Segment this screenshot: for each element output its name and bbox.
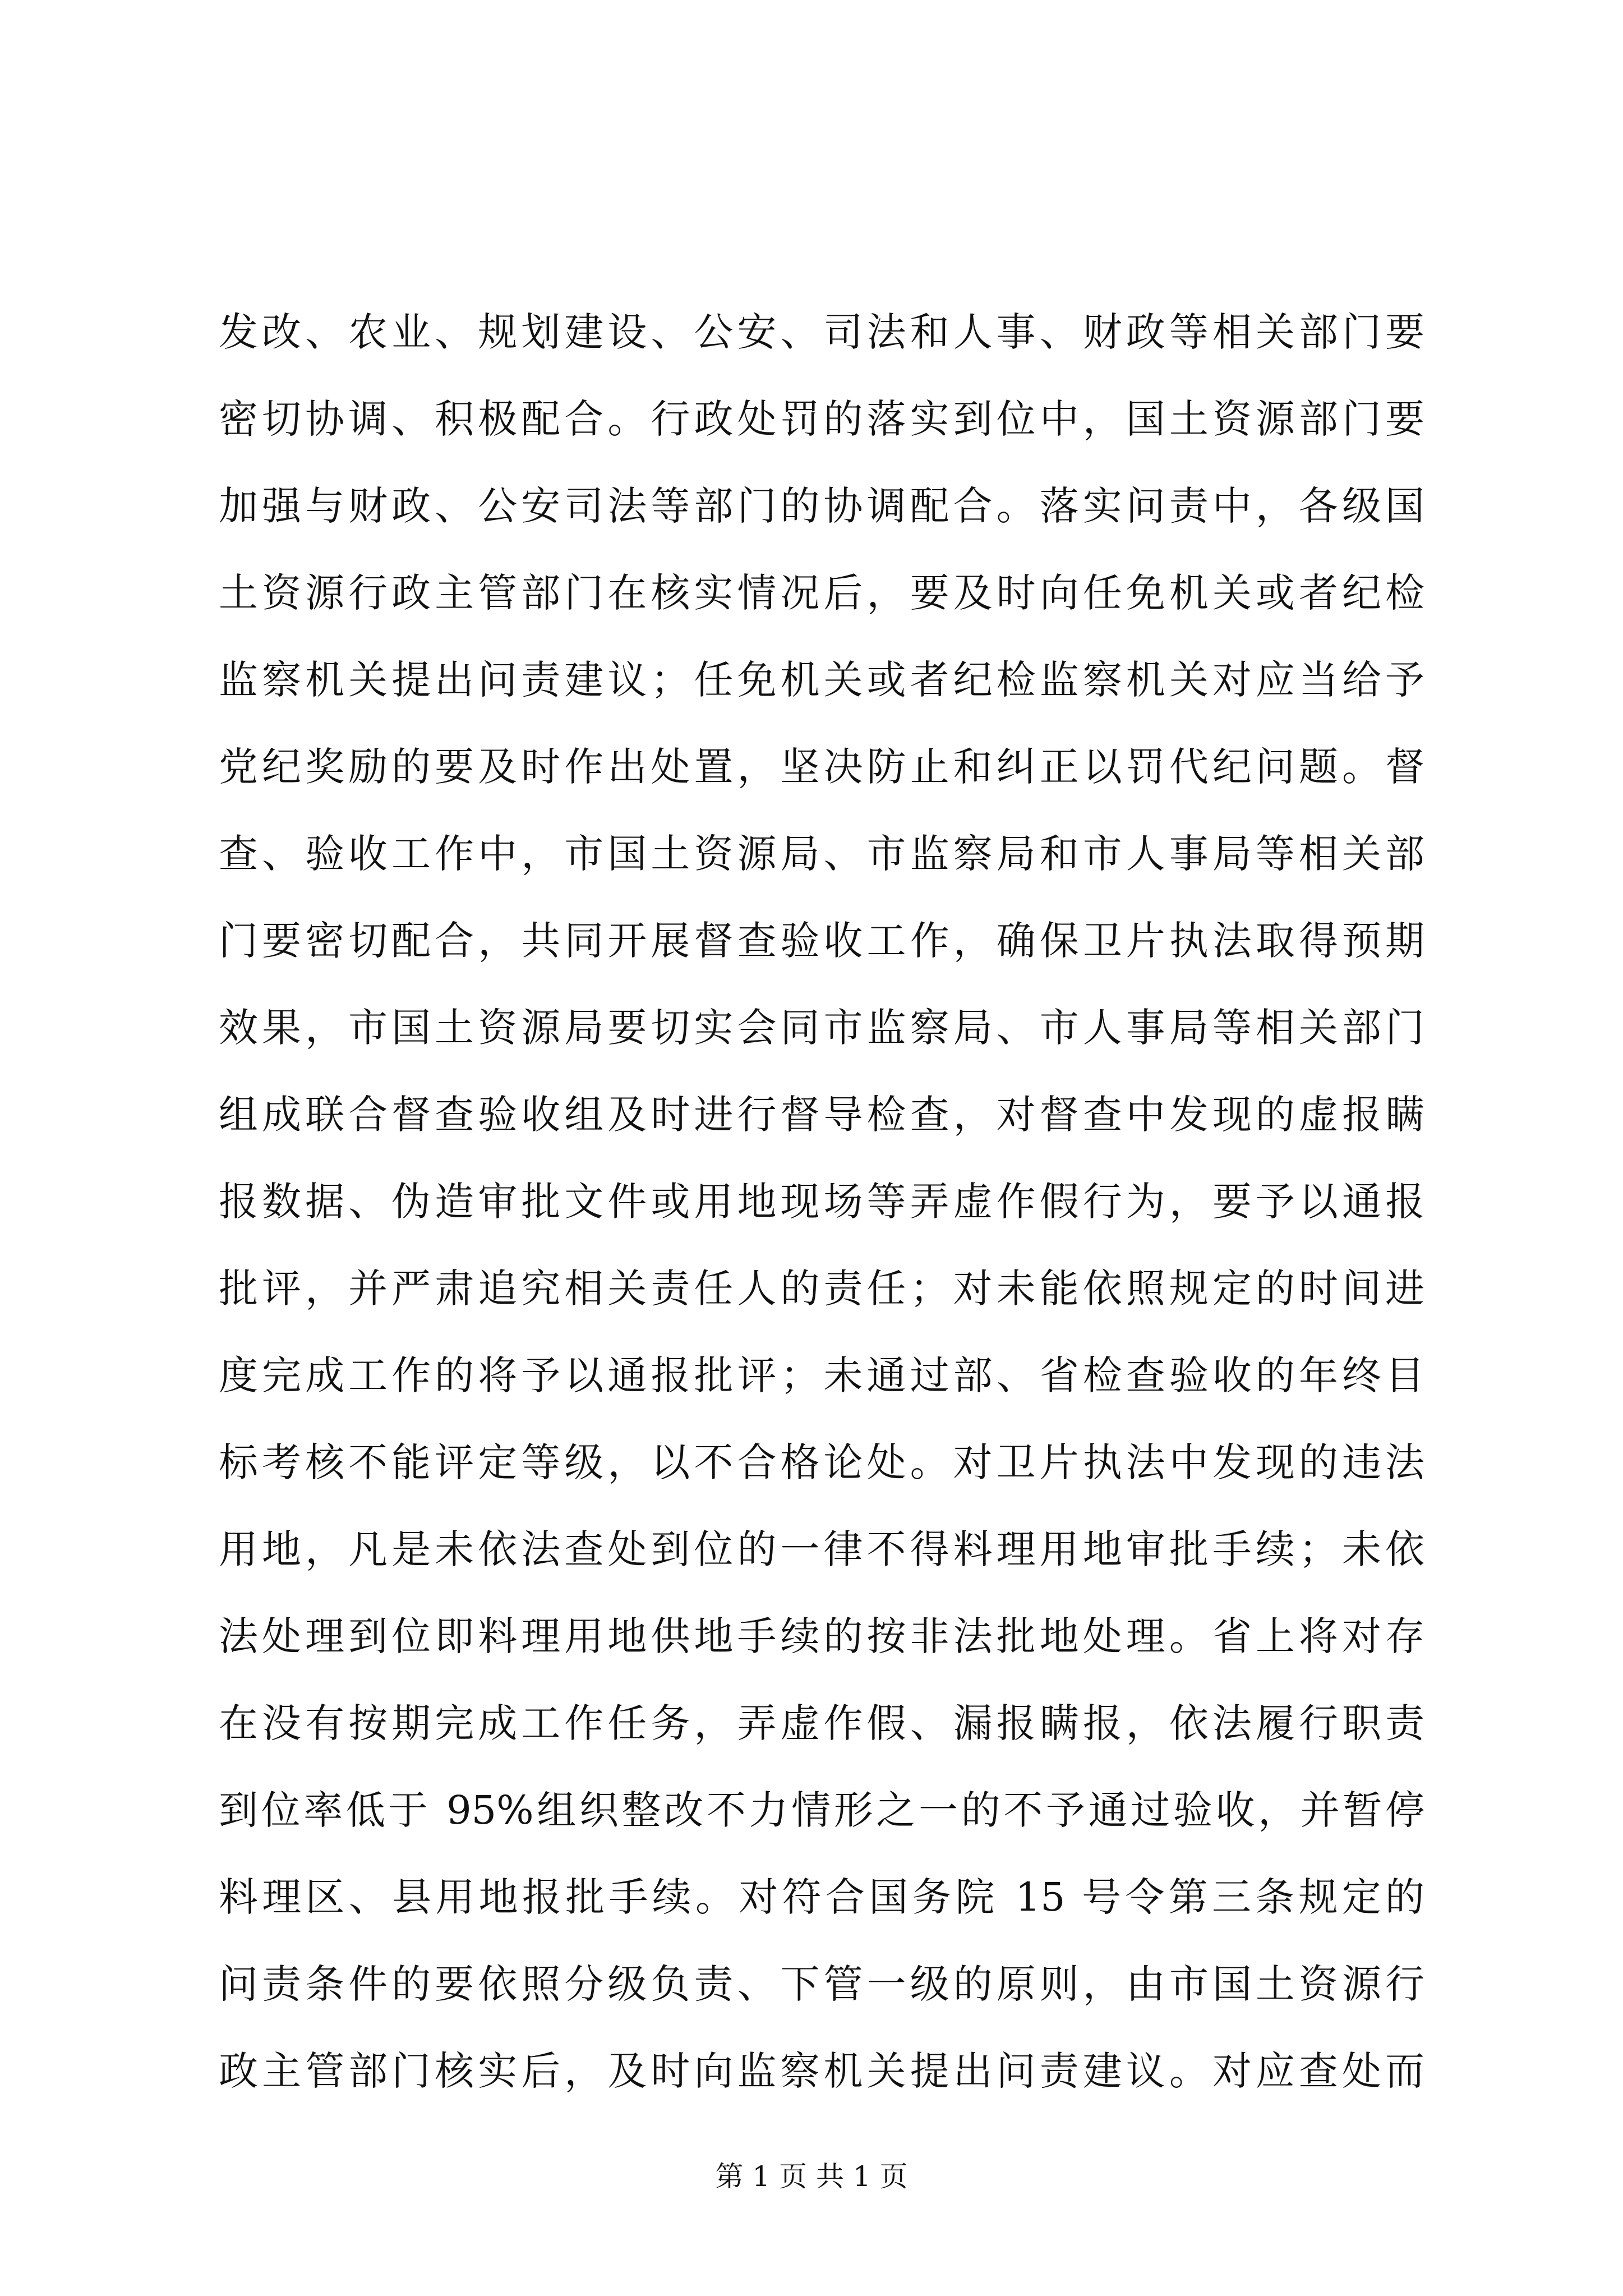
text-line: 到位率低于 95%组织整改不力情形之一的不予通过验收，并暂停: [219, 1787, 1424, 1833]
text-line: 党纪奖励的要及时作出处置，坚决防止和纠正以罚代纪问题。督: [219, 744, 1424, 790]
text-line: 加强与财政、公安司法等部门的协调配合。落实问责中，各级国: [219, 483, 1424, 529]
text-line: 监察机关提出问责建议；任免机关或者纪检监察机关对应当给予: [219, 657, 1424, 703]
text-line: 土资源行政主管部门在核实情况后，要及时向任免机关或者纪检: [219, 570, 1424, 616]
text-line: 报数据、伪造审批文件或用地现场等弄虚作假行为，要予以通报: [219, 1179, 1424, 1225]
text-line: 法处理到位即料理用地供地手续的按非法批地处理。省上将对存: [219, 1613, 1424, 1659]
text-line: 效果，市国土资源局要切实会同市监察局、市人事局等相关部门: [219, 1005, 1424, 1051]
text-line: 标考核不能评定等级，以不合格论处。对卫片执法中发现的违法: [219, 1439, 1424, 1485]
page-number-footer: 第 1 页 共 1 页: [715, 2160, 908, 2193]
text-line: 发改、农业、规划建设、公安、司法和人事、财政等相关部门要: [219, 309, 1424, 355]
text-line: 门要密切配合，共同开展督查验收工作，确保卫片执法取得预期: [219, 918, 1424, 964]
text-line: 查、验收工作中，市国土资源局、市监察局和市人事局等相关部: [219, 831, 1424, 877]
text-line: 料理区、县用地报批手续。对符合国务院 15 号令第三条规定的: [219, 1874, 1424, 1920]
text-line: 密切协调、积极配合。行政处罚的落实到位中，国土资源部门要: [219, 396, 1424, 442]
text-line: 用地，凡是未依法查处到位的一律不得料理用地审批手续；未依: [219, 1526, 1424, 1572]
text-line: 政主管部门核实后，及时向监察机关提出问责建议。对应查处而: [219, 2048, 1424, 2094]
text-line: 度完成工作的将予以通报批评；未通过部、省检查验收的年终目: [219, 1352, 1424, 1398]
text-line: 在没有按期完成工作任务，弄虚作假、漏报瞒报，依法履行职责: [219, 1700, 1424, 1746]
text-line: 组成联合督查验收组及时进行督导检查，对督查中发现的虚报瞒: [219, 1092, 1424, 1138]
text-line: 批评，并严肃追究相关责任人的责任；对未能依照规定的时间进: [219, 1266, 1424, 1312]
text-line: 问责条件的要依照分级负责、下管一级的原则，由市国土资源行: [219, 1961, 1424, 2007]
